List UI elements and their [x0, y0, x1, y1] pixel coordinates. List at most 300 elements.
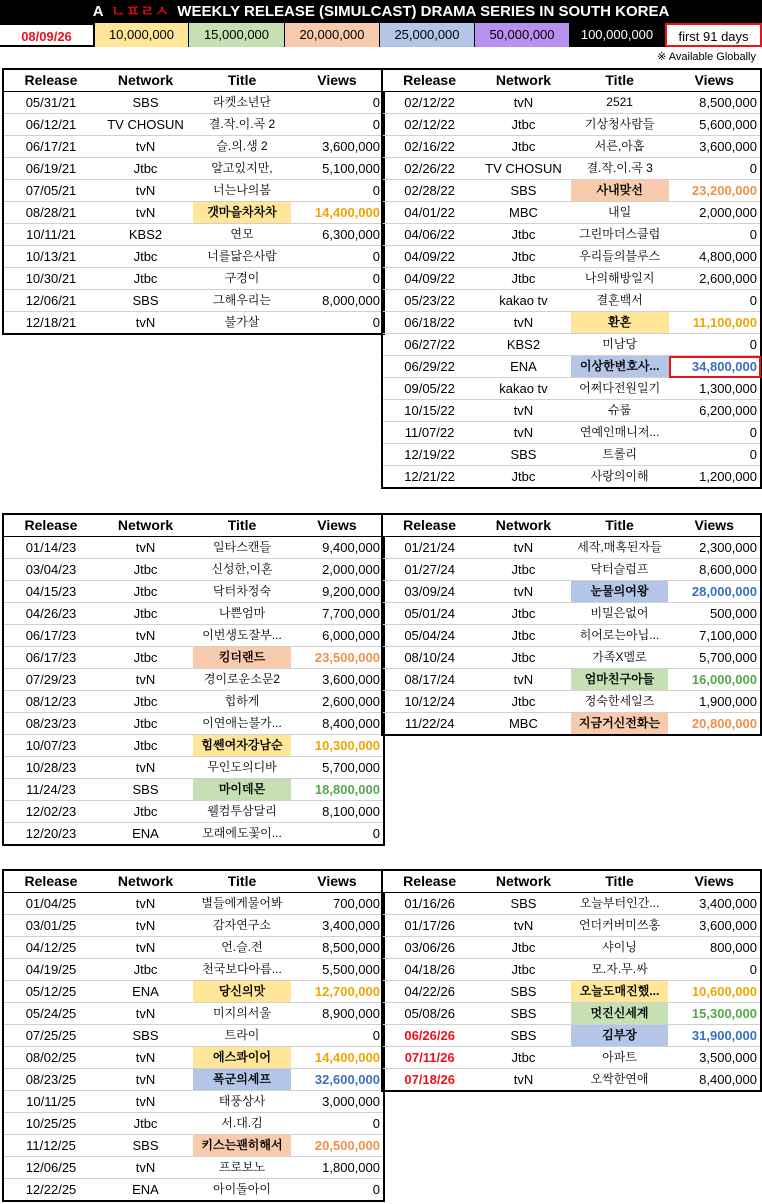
table-row: [382, 136, 761, 158]
drama-title: 천국보다아름...: [193, 959, 291, 981]
table-row: [3, 1113, 384, 1135]
legend-item: first 91 days: [665, 23, 762, 47]
table-row: [382, 334, 761, 356]
release-date: 06/17/21: [3, 136, 98, 158]
network: SBS: [98, 779, 193, 801]
release-date: 01/21/24: [382, 537, 476, 559]
network: ENA: [98, 981, 193, 1003]
view-count: 9,200,000: [291, 581, 384, 603]
network: Jtbc: [98, 246, 193, 268]
drama-title: 결.작.이.곡 3: [571, 158, 669, 180]
release-date: 11/24/23: [3, 779, 98, 801]
drama-title: 무인도의디바: [193, 757, 291, 779]
release-table: [2, 513, 385, 846]
view-count: 20,500,000: [291, 1135, 384, 1157]
view-count: 0: [669, 158, 762, 180]
drama-title: 히어로는아닙...: [571, 625, 669, 647]
drama-title: 힙하게: [193, 691, 291, 713]
drama-title: 결혼백서: [571, 290, 669, 312]
network: Jtbc: [98, 647, 193, 669]
network: Jtbc: [476, 246, 571, 268]
view-count: 0: [291, 1179, 384, 1202]
view-count: 8,600,000: [668, 559, 761, 581]
release-date: 06/12/21: [3, 114, 98, 136]
table-row: [3, 981, 384, 1003]
view-count: 8,900,000: [291, 1003, 384, 1025]
drama-title: 태풍상사: [193, 1091, 291, 1113]
network: TV CHOSUN: [476, 158, 571, 180]
table-row: [382, 669, 761, 691]
release-date: 08/17/24: [382, 669, 476, 691]
release-date: 02/12/22: [382, 92, 476, 114]
network: tvN: [476, 422, 571, 444]
table-row: [3, 202, 384, 224]
release-date: 02/26/22: [382, 158, 476, 180]
view-count: 1,800,000: [291, 1157, 384, 1179]
release-date: 01/16/26: [382, 893, 476, 915]
table-row: [382, 224, 761, 246]
release-date: 03/09/24: [382, 581, 476, 603]
release-date: 06/29/22: [382, 356, 476, 378]
view-count: 18,800,000: [291, 779, 384, 801]
view-count: 8,400,000: [668, 1069, 761, 1092]
network: SBS: [98, 1025, 193, 1047]
network: Jtbc: [98, 559, 193, 581]
table-row: [382, 312, 761, 334]
table-row: [3, 136, 384, 158]
table-row: [3, 224, 384, 246]
release-date: 12/18/21: [3, 312, 98, 335]
table-row: [382, 158, 761, 180]
drama-title: 경이로운소문2: [193, 669, 291, 691]
column-header: Views: [291, 69, 384, 92]
table-row: [3, 691, 384, 713]
drama-title: 모.자.무.싸: [571, 959, 669, 981]
table-row: [3, 779, 384, 801]
release-date: 07/25/25: [3, 1025, 98, 1047]
legend-item: 15,000,000: [189, 23, 285, 47]
network: tvN: [98, 1047, 193, 1069]
release-date: 11/22/24: [382, 713, 476, 736]
legend-item: 20,000,000: [285, 23, 380, 47]
drama-title: 키스는괜히해서: [193, 1135, 291, 1157]
release-date: 08/10/24: [382, 647, 476, 669]
drama-title: 사랑의이해: [571, 466, 669, 489]
drama-title: 오늘부터인간...: [571, 893, 669, 915]
drama-title: 닥터차정숙: [193, 581, 291, 603]
table-row: [3, 180, 384, 202]
table-row: [382, 114, 761, 136]
network: Jtbc: [98, 691, 193, 713]
drama-title: 미남당: [571, 334, 669, 356]
drama-title: 라켓소년단: [193, 92, 291, 114]
view-count: 8,500,000: [291, 937, 384, 959]
table-row: [382, 581, 761, 603]
view-count: 3,400,000: [668, 893, 761, 915]
release-date: 05/04/24: [382, 625, 476, 647]
release-date: 05/23/22: [382, 290, 476, 312]
release-date: 10/15/22: [382, 400, 476, 422]
view-count: 3,400,000: [291, 915, 384, 937]
view-count: 5,700,000: [291, 757, 384, 779]
release-date: 04/19/25: [3, 959, 98, 981]
release-date: 10/30/21: [3, 268, 98, 290]
drama-title: 킹더랜드: [193, 647, 291, 669]
view-count: 0: [291, 1113, 384, 1135]
table-row: [3, 1047, 384, 1069]
view-count: 5,700,000: [668, 647, 761, 669]
view-count: 6,300,000: [291, 224, 384, 246]
legend-item: 08/09/26: [0, 23, 95, 47]
network: tvN: [476, 92, 571, 114]
network: Jtbc: [476, 559, 570, 581]
view-count: 1,300,000: [669, 378, 762, 400]
release-date: 05/08/26: [382, 1003, 476, 1025]
view-count: 0: [669, 224, 762, 246]
table-row: [3, 735, 384, 757]
network: Jtbc: [476, 937, 570, 959]
column-header: Network: [476, 69, 571, 92]
view-count: 12,700,000: [291, 981, 384, 1003]
view-count: 6,200,000: [669, 400, 762, 422]
table-row: [382, 691, 761, 713]
network: SBS: [98, 290, 193, 312]
release-date: 02/12/22: [382, 114, 476, 136]
network: SBS: [476, 1025, 570, 1047]
network: tvN: [98, 915, 193, 937]
view-count: 23,200,000: [669, 180, 762, 202]
drama-title: 연모: [193, 224, 291, 246]
table-row: [3, 801, 384, 823]
release-date: 10/11/21: [3, 224, 98, 246]
column-header: Release: [382, 514, 476, 537]
table-row: [3, 158, 384, 180]
column-header: Network: [98, 870, 193, 893]
network: Jtbc: [98, 158, 193, 180]
legend-item: 10,000,000: [95, 23, 189, 47]
table-row: [382, 202, 761, 224]
table-row: [382, 713, 761, 736]
view-count: 700,000: [291, 893, 384, 915]
drama-title: 아이돌아이: [193, 1179, 291, 1202]
release-date: 12/20/23: [3, 823, 98, 846]
table-row: [3, 290, 384, 312]
network: tvN: [98, 537, 193, 559]
column-header: Title: [193, 69, 291, 92]
release-table: [2, 869, 385, 1202]
release-date: 07/29/23: [3, 669, 98, 691]
release-date: 02/16/22: [382, 136, 476, 158]
table-row: [3, 268, 384, 290]
drama-title: 감자연구소: [193, 915, 291, 937]
drama-title: 에스콰이어: [193, 1047, 291, 1069]
view-count: 2,000,000: [291, 559, 384, 581]
release-date: 06/17/23: [3, 647, 98, 669]
view-count: 0: [291, 312, 384, 335]
column-header: Release: [3, 69, 98, 92]
release-date: 06/17/23: [3, 625, 98, 647]
release-date: 04/01/22: [382, 202, 476, 224]
release-date: 08/02/25: [3, 1047, 98, 1069]
legend-item: 100,000,000: [570, 23, 665, 47]
network: tvN: [98, 1157, 193, 1179]
network: tvN: [98, 312, 193, 335]
drama-title: 신성한,이혼: [193, 559, 291, 581]
table-row: [3, 1091, 384, 1113]
view-count: 6,000,000: [291, 625, 384, 647]
table-row: [382, 959, 761, 981]
table-row: [382, 937, 761, 959]
drama-title: 그해우리는: [193, 290, 291, 312]
table-row: [382, 1025, 761, 1047]
table-row: [382, 180, 761, 202]
column-header: Release: [382, 69, 476, 92]
view-count: 2,300,000: [668, 537, 761, 559]
table-row: [3, 937, 384, 959]
network: tvN: [98, 669, 193, 691]
drama-title: 슬.의.생 2: [193, 136, 291, 158]
network: KBS2: [98, 224, 193, 246]
column-header: Views: [669, 69, 762, 92]
network: Jtbc: [476, 136, 571, 158]
table-row: [3, 1157, 384, 1179]
column-header: Network: [98, 69, 193, 92]
drama-title: 나의해방일지: [571, 268, 669, 290]
release-date: 01/27/24: [382, 559, 476, 581]
drama-title: 트라이: [193, 1025, 291, 1047]
network: Jtbc: [476, 114, 571, 136]
drama-title: 트롤리: [571, 444, 669, 466]
column-header: Network: [476, 870, 570, 893]
drama-title: 이상한변호사...: [571, 356, 669, 378]
column-header: Views: [668, 870, 761, 893]
table-row: [3, 893, 384, 915]
view-count: 0: [669, 290, 762, 312]
release-date: 12/06/21: [3, 290, 98, 312]
network: tvN: [476, 915, 570, 937]
network: tvN: [98, 202, 193, 224]
table-row: [382, 603, 761, 625]
network: Jtbc: [476, 691, 570, 713]
drama-title: 멋진신세계: [571, 1003, 669, 1025]
view-count: 0: [291, 180, 384, 202]
drama-title: 나쁜엄마: [193, 603, 291, 625]
network: SBS: [98, 1135, 193, 1157]
column-header: Title: [571, 514, 669, 537]
release-date: 04/26/23: [3, 603, 98, 625]
release-date: 04/22/26: [382, 981, 476, 1003]
view-count: 7,700,000: [291, 603, 384, 625]
view-count: 3,600,000: [291, 669, 384, 691]
network: SBS: [476, 981, 570, 1003]
title-text: WEEKLY RELEASE (SIMULCAST) DRAMA SERIES IN SOUTH KOREA: [177, 3, 670, 20]
title-prefix: A: [92, 3, 103, 20]
drama-title: 언.슬.전: [193, 937, 291, 959]
release-date: 05/24/25: [3, 1003, 98, 1025]
drama-title: 서.대.김: [193, 1113, 291, 1135]
network: SBS: [476, 180, 571, 202]
column-header: Title: [193, 870, 291, 893]
table-row: [3, 823, 384, 846]
network: tvN: [98, 136, 193, 158]
table-row: [3, 757, 384, 779]
view-count: 5,600,000: [669, 114, 762, 136]
view-count: 3,500,000: [668, 1047, 761, 1069]
network: Jtbc: [98, 801, 193, 823]
drama-title: 세작,매혹된자들: [571, 537, 669, 559]
view-count: 2,600,000: [291, 691, 384, 713]
drama-title: 갯마을차차차: [193, 202, 291, 224]
release-date: 01/14/23: [3, 537, 98, 559]
column-header: Views: [291, 514, 384, 537]
network: tvN: [98, 1069, 193, 1091]
drama-title: 어쩌다전원일기: [571, 378, 669, 400]
network: Jtbc: [98, 268, 193, 290]
column-header: Release: [3, 514, 98, 537]
release-date: 01/04/25: [3, 893, 98, 915]
view-count: 8,500,000: [669, 92, 762, 114]
legend-item: 25,000,000: [380, 23, 475, 47]
table-row: [3, 537, 384, 559]
drama-title: 이연애는불가...: [193, 713, 291, 735]
network: MBC: [476, 713, 570, 736]
release-date: 08/23/23: [3, 713, 98, 735]
table-row: [3, 114, 384, 136]
network: Jtbc: [476, 647, 570, 669]
network: KBS2: [476, 334, 571, 356]
network: ENA: [98, 1179, 193, 1202]
view-count: 32,600,000: [291, 1069, 384, 1091]
network: tvN: [98, 180, 193, 202]
table-row: [382, 537, 761, 559]
release-table: [381, 513, 762, 736]
availability-note: ※ Available Globally: [657, 51, 756, 63]
table-row: [382, 290, 761, 312]
table-row: [382, 915, 761, 937]
drama-title: 내일: [571, 202, 669, 224]
network: tvN: [98, 1091, 193, 1113]
table-row: [3, 625, 384, 647]
column-header: Release: [3, 870, 98, 893]
view-count: 2,600,000: [669, 268, 762, 290]
view-count: 800,000: [668, 937, 761, 959]
drama-title: 엄마친구아들: [571, 669, 669, 691]
network: tvN: [476, 400, 571, 422]
drama-title: 힘쎈여자강남순: [193, 735, 291, 757]
column-header: Release: [382, 870, 476, 893]
view-count: 5,500,000: [291, 959, 384, 981]
network: ENA: [476, 356, 571, 378]
drama-title: 기상청사람들: [571, 114, 669, 136]
view-count: 5,100,000: [291, 158, 384, 180]
release-table: [381, 869, 762, 1092]
view-count: 0: [291, 268, 384, 290]
table-row: [3, 647, 384, 669]
release-date: 07/05/21: [3, 180, 98, 202]
network: tvN: [476, 581, 570, 603]
drama-title: 연예인매니저...: [571, 422, 669, 444]
view-count: 15,300,000: [668, 1003, 761, 1025]
drama-title: 너는나의봄: [193, 180, 291, 202]
release-date: 06/26/26: [382, 1025, 476, 1047]
release-date: 12/19/22: [382, 444, 476, 466]
network: kakao tv: [476, 290, 571, 312]
network: tvN: [476, 537, 570, 559]
drama-title: 지금거신전화는: [571, 713, 669, 736]
table-row: [382, 422, 761, 444]
network: tvN: [98, 757, 193, 779]
drama-title: 언더커버미쓰홍: [571, 915, 669, 937]
release-date: 06/27/22: [382, 334, 476, 356]
release-date: 09/05/22: [382, 378, 476, 400]
view-count: 23,500,000: [291, 647, 384, 669]
drama-title: 정숙한세일즈: [571, 691, 669, 713]
release-date: 02/28/22: [382, 180, 476, 202]
release-date: 07/18/26: [382, 1069, 476, 1092]
release-date: 10/13/21: [3, 246, 98, 268]
view-count: 0: [669, 444, 762, 466]
network: Jtbc: [98, 735, 193, 757]
network: Jtbc: [98, 603, 193, 625]
network: tvN: [98, 625, 193, 647]
release-date: 04/15/23: [3, 581, 98, 603]
drama-title: 구경이: [193, 268, 291, 290]
release-date: 08/12/23: [3, 691, 98, 713]
drama-title: 너를닮은사람: [193, 246, 291, 268]
table-row: [3, 92, 384, 114]
drama-title: 그린마더스클럽: [571, 224, 669, 246]
view-count: 1,900,000: [668, 691, 761, 713]
color-legend: [0, 23, 762, 47]
network: kakao tv: [476, 378, 571, 400]
drama-title: 김부장: [571, 1025, 669, 1047]
table-row: [3, 581, 384, 603]
drama-title: 별들에게물어봐: [193, 893, 291, 915]
release-date: 10/28/23: [3, 757, 98, 779]
network: MBC: [476, 202, 571, 224]
drama-title: 알고있지만,: [193, 158, 291, 180]
release-date: 08/23/25: [3, 1069, 98, 1091]
view-count: 20,800,000: [668, 713, 761, 736]
release-date: 12/02/23: [3, 801, 98, 823]
view-count: 1,200,000: [669, 466, 762, 489]
drama-title: 슈룹: [571, 400, 669, 422]
view-count: 0: [668, 959, 761, 981]
view-count: 3,000,000: [291, 1091, 384, 1113]
table-row: [3, 603, 384, 625]
drama-title: 당신의맛: [193, 981, 291, 1003]
table-row: [382, 1003, 761, 1025]
drama-title: 오늘도매진했...: [571, 981, 669, 1003]
table-row: [3, 246, 384, 268]
release-date: 11/12/25: [3, 1135, 98, 1157]
release-date: 04/09/22: [382, 268, 476, 290]
column-header: Title: [571, 870, 669, 893]
network: Jtbc: [98, 713, 193, 735]
view-count: 14,400,000: [291, 202, 384, 224]
network: ENA: [98, 823, 193, 846]
view-count: 28,000,000: [668, 581, 761, 603]
drama-title: 모래에도꽃이...: [193, 823, 291, 846]
column-header: Network: [98, 514, 193, 537]
release-date: 03/04/23: [3, 559, 98, 581]
drama-title: 불가살: [193, 312, 291, 335]
table-row: [382, 92, 761, 114]
network: Jtbc: [98, 959, 193, 981]
release-date: 05/01/24: [382, 603, 476, 625]
network: Jtbc: [476, 959, 570, 981]
view-count: 9,400,000: [291, 537, 384, 559]
